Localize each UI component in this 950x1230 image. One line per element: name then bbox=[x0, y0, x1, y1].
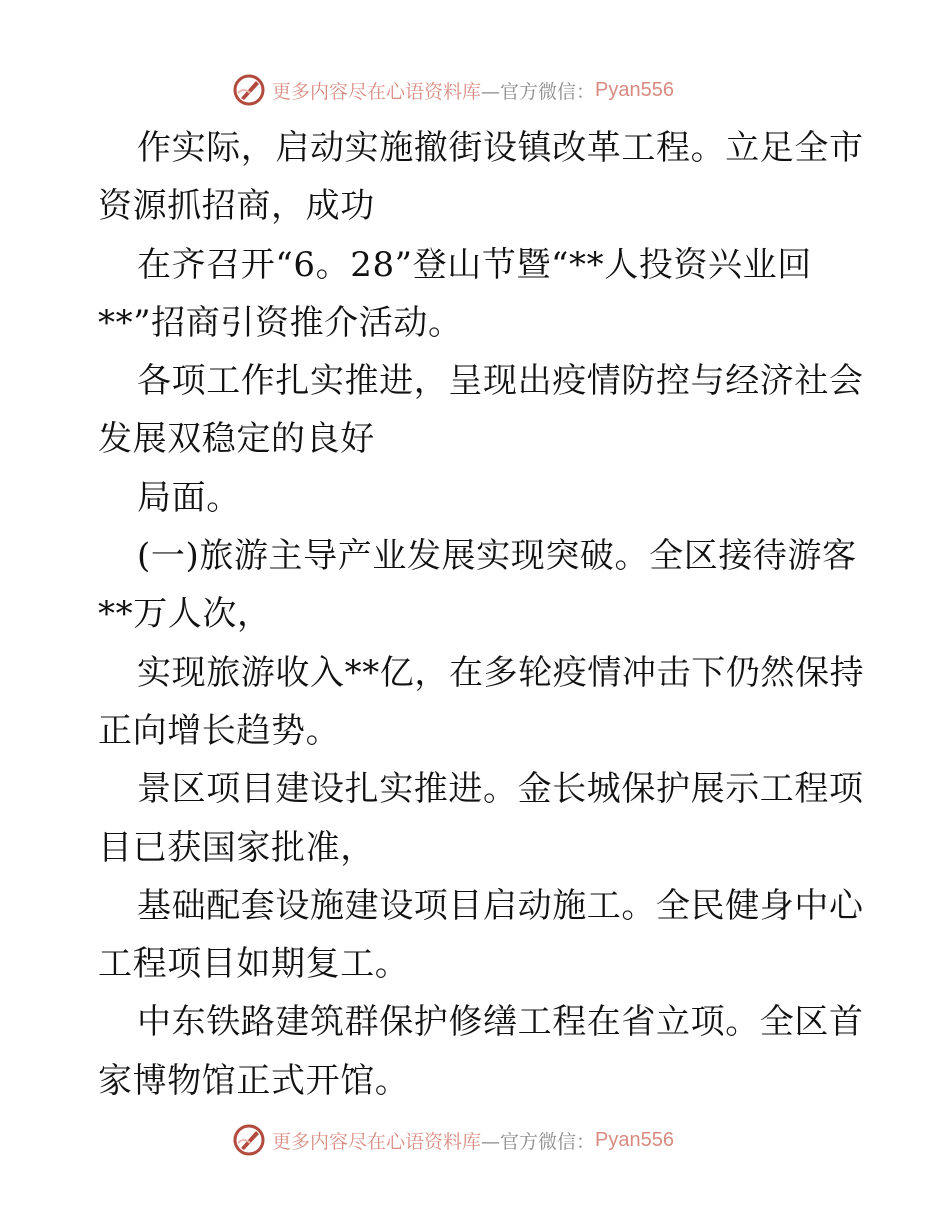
banner-wechat-id: Pyan556 bbox=[595, 78, 674, 101]
banner-text: 更多内容尽在心语资料库 bbox=[272, 80, 482, 103]
text-line: **万人次， bbox=[98, 594, 272, 635]
text-line: 资源抓招商，成功 bbox=[98, 186, 375, 227]
text-line: 作实际，启动实施撤街设镇改革工程。立足全市 bbox=[137, 128, 864, 168]
text-line: 基础配套设施建设项目启动施工。全民健身中心 bbox=[137, 885, 864, 926]
text-line: 各项工作扎实推进，呈现出疫情防控与经济社会 bbox=[137, 361, 864, 402]
banner-wechat-id: Pyan556 bbox=[595, 1128, 674, 1151]
text-line: 家博物馆正式开馆。 bbox=[98, 1060, 410, 1101]
text-line: 中东铁路建筑群保护修缮工程在省立项。全区首 bbox=[137, 1002, 864, 1043]
banner-separator: —官方微信： bbox=[481, 80, 596, 103]
text-line: **”招商引资推介活动。 bbox=[98, 302, 463, 343]
banner-separator: —官方微信： bbox=[481, 1130, 596, 1153]
text-line: 正向增长趋势。 bbox=[98, 710, 341, 751]
text-line: 工程项目如期复工。 bbox=[98, 944, 410, 985]
text-line: 在齐召开“6。28”登山节暨“**人投资兴业回 bbox=[137, 244, 812, 285]
document-body bbox=[98, 119, 865, 1110]
header-banner bbox=[232, 70, 712, 110]
text-line: 发展双稳定的良好 bbox=[98, 419, 375, 460]
text-line: 实现旅游收入**亿，在多轮疫情冲击下仍然保持 bbox=[137, 652, 865, 693]
footer-banner bbox=[232, 1120, 712, 1160]
text-line: (一)旅游主导产业发展实现突破。全区接待游客 bbox=[137, 536, 857, 577]
text-line: 目已获国家批准， bbox=[98, 827, 375, 868]
text-line: 局面。 bbox=[137, 477, 241, 518]
pen-logo-icon bbox=[232, 1123, 266, 1157]
banner-text: 更多内容尽在心语资料库 bbox=[272, 1130, 482, 1153]
pen-logo-icon bbox=[232, 73, 266, 107]
text-line: 景区项目建设扎实推进。金长城保护展示工程项 bbox=[137, 769, 864, 810]
